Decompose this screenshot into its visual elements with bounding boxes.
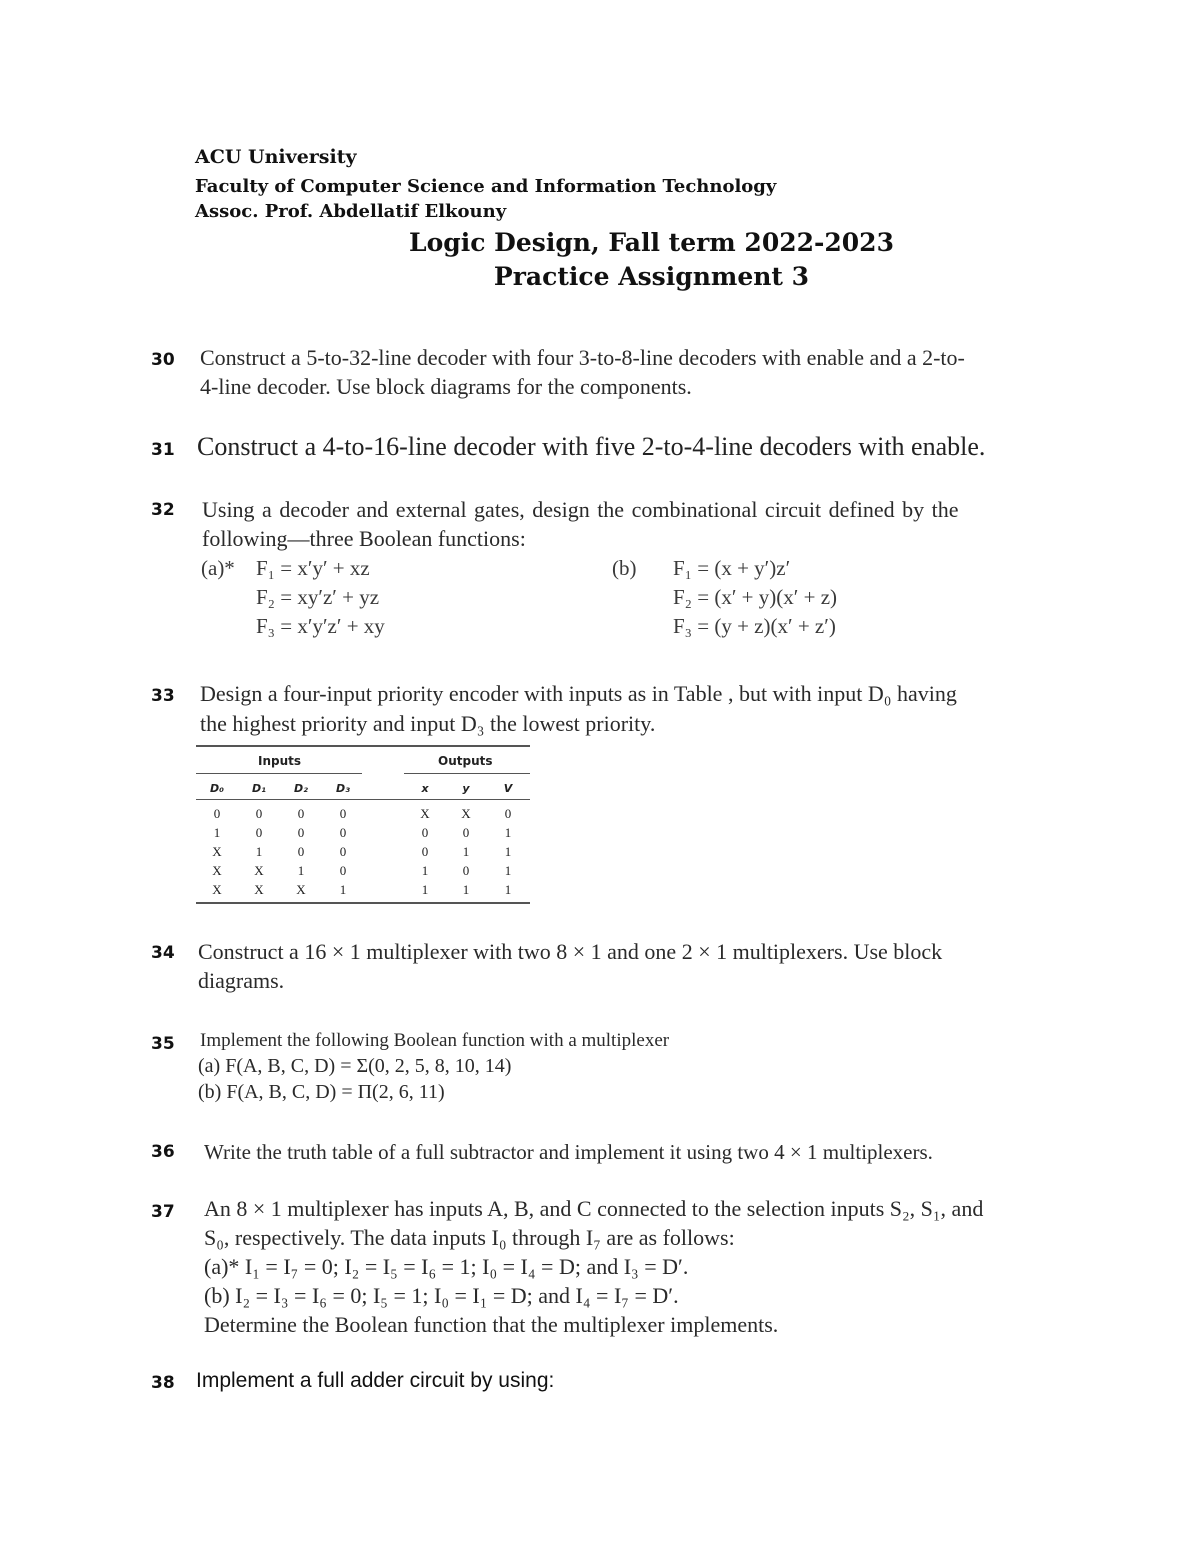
question-text: Design a four-input priority encoder with inputs as in Table , but with input D₀ having (200, 681, 957, 706)
column-header: y (462, 782, 470, 795)
table-cell: 0 (255, 825, 263, 840)
question-number: 32 (151, 500, 175, 520)
table-cell: X (461, 806, 471, 821)
table-cell: 0 (297, 806, 305, 821)
table-cell: 1 (504, 863, 512, 878)
question-text: following—three Boolean functions: (202, 526, 526, 551)
question-number: 30 (151, 350, 175, 370)
table-cell: X (254, 882, 264, 897)
table-cell: 1 (421, 882, 429, 897)
table-cell: 0 (297, 825, 305, 840)
question-text: Determine the Boolean function that the multiplexer implements. (204, 1312, 779, 1337)
table-cell: 1 (462, 882, 470, 897)
column-header: D₁ (252, 782, 266, 795)
table-cell: 1 (504, 882, 512, 897)
table-cell: 0 (462, 863, 470, 878)
table-cell: X (254, 863, 264, 878)
priority-encoder-table (196, 745, 530, 905)
question-text: Construct a 5-to-32-line decoder with four 3-to-8-line decoders with enable and a 2-to- (200, 345, 965, 370)
question-text: Construct a 4-to-16-line decoder with five 2-to-4-line decoders with enable. (197, 432, 986, 461)
question-text: Write the truth table of a full subtractor and implement it using two 4 × 1 multiplexers. (204, 1140, 933, 1164)
question-number: 34 (151, 943, 175, 963)
table-cell: X (296, 882, 306, 897)
table-cell: 0 (339, 844, 347, 859)
table-cell: 0 (213, 806, 221, 821)
question-text: Using a decoder and external gates, design the combinational circuit defined by the (202, 497, 959, 522)
university-name: ACU University (195, 146, 357, 168)
table-cell: 1 (504, 844, 512, 859)
table-cell: 0 (339, 806, 347, 821)
function-b-f1: F₁ = (x + y′)z′ (673, 556, 791, 580)
table-cell: 0 (421, 825, 429, 840)
question-number: 37 (151, 1202, 175, 1222)
question-text: (a)* I₁ = I₇ = 0; I₂ = I₅ = I₆ = 1; I₀ = I₄ = D; and I₃ = D′. (204, 1254, 689, 1279)
page-subtitle: Practice Assignment 3 (493, 262, 810, 291)
column-header: D₂ (294, 782, 308, 795)
question-number: 31 (151, 440, 175, 460)
page-title: Logic Design, Fall term 2022-2023 (409, 228, 894, 257)
question-number: 33 (151, 686, 175, 706)
table-cell: 1 (213, 825, 221, 840)
column-header: x (421, 782, 429, 795)
question-text: An 8 × 1 multiplexer has inputs A, B, and C connected to the selection inputs S₂, S₁, and (204, 1196, 984, 1221)
function-a-f3: F₃ = x′y′z′ + xy (256, 614, 385, 638)
column-header: D₃ (336, 782, 350, 795)
professor-name: Assoc. Prof. Abdellatif Elkouny (195, 201, 507, 222)
table-cell: X (212, 863, 222, 878)
function-a-f1: F₁ = x′y′ + xz (256, 556, 370, 580)
table-cell: 1 (297, 863, 305, 878)
function-a-label: (a)* (201, 556, 235, 580)
table-inputs-header: Inputs (258, 754, 302, 768)
column-header: V (503, 782, 513, 795)
question-text: Implement a full adder circuit by using: (196, 1369, 555, 1392)
question-text: S₀, respectively. The data inputs I₀ through I₇ are as follows: (204, 1225, 735, 1250)
table-cell: 1 (504, 825, 512, 840)
question-text: Construct a 16 × 1 multiplexer with two 8 × 1 and one 2 × 1 multiplexers. Use block (198, 939, 943, 964)
function-b-f3: F₃ = (y + z)(x′ + z′) (673, 614, 836, 638)
question-text: (b) F(A, B, C, D) = Π(2, 6, 11) (198, 1081, 445, 1103)
faculty-name: Faculty of Computer Science and Information Technology (195, 176, 777, 197)
column-header: D₀ (210, 782, 224, 795)
table-outputs-header: Outputs (438, 754, 493, 768)
question-text: the highest priority and input D₃ the lowest priority. (200, 711, 656, 736)
question-text: 4-line decoder. Use block diagrams for the components. (200, 374, 692, 399)
question-number: 38 (151, 1373, 175, 1393)
question-text: (b) I₂ = I₃ = I₆ = 0; I₅ = 1; I₀ = I₁ = D; and I₄ = I₇ = D′. (204, 1283, 679, 1308)
question-text: Implement the following Boolean function with a multiplexer (200, 1030, 670, 1051)
function-a-f2: F₂ = xy′z′ + yz (256, 585, 380, 609)
table-cell: 1 (339, 882, 347, 897)
table-cell: 1 (421, 863, 429, 878)
question-number: 35 (151, 1034, 175, 1054)
table-cell: 0 (339, 825, 347, 840)
function-b-f2: F₂ = (x′ + y)(x′ + z) (673, 585, 838, 609)
table-cell: 1 (462, 844, 470, 859)
table-cell: X (420, 806, 430, 821)
function-b-label: (b) (612, 556, 637, 580)
table-cell: 0 (255, 806, 263, 821)
table-cell: X (212, 844, 222, 859)
table-cell: 0 (462, 825, 470, 840)
table-cell: 0 (504, 806, 512, 821)
question-number: 36 (151, 1142, 175, 1162)
table-cell: 0 (421, 844, 429, 859)
table-cell: 0 (297, 844, 305, 859)
question-text: (a) F(A, B, C, D) = Σ(0, 2, 5, 8, 10, 14) (198, 1055, 512, 1077)
table-cell: 0 (339, 863, 347, 878)
table-cell: 1 (255, 844, 263, 859)
table-cell: X (212, 882, 222, 897)
question-text: diagrams. (198, 968, 285, 993)
